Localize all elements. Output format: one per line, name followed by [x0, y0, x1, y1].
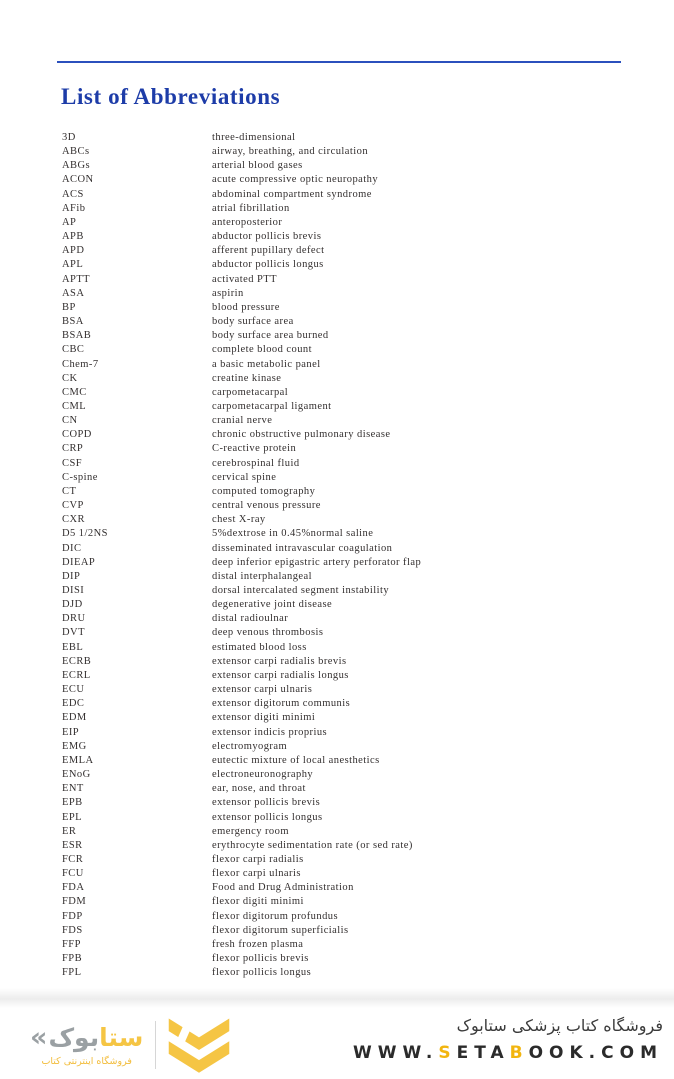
abbr-code: APB: [62, 231, 84, 243]
abbr-code: DIEAP: [62, 556, 96, 568]
abbr-code: CSF: [62, 457, 83, 469]
footer-right: [353, 1014, 663, 1066]
abbr-definition: extensor pollicis brevis: [212, 797, 321, 809]
abbr-definition: afferent pupillary defect: [212, 245, 325, 257]
abbr-code: ESR: [62, 839, 83, 851]
abbreviation-row: [62, 570, 622, 584]
abbr-definition: abdominal compartment syndrome: [212, 188, 372, 200]
abbreviation-row: [62, 811, 622, 825]
abbr-definition: extensor carpi radialis brevis: [212, 655, 347, 667]
abbreviation-row: [62, 428, 622, 442]
abbreviation-row: [62, 358, 622, 372]
abbreviation-row: [62, 315, 622, 329]
abbr-definition: dorsal intercalated segment instability: [212, 585, 390, 596]
abbreviation-row: [62, 782, 622, 796]
abbreviation-row: [62, 442, 622, 456]
abbreviation-row: [62, 343, 622, 357]
abbr-definition: central venous pressure: [212, 500, 321, 512]
abbr-code: CVP: [62, 500, 84, 512]
abbr-code: CML: [62, 400, 87, 412]
abbreviation-row: [62, 895, 622, 909]
abbreviation-row: [62, 527, 622, 541]
abbr-definition: creatine kinase: [212, 372, 282, 384]
abbreviation-row: [62, 230, 622, 244]
website-letter-group: S: [438, 1043, 457, 1063]
abbr-code: CXR: [62, 514, 85, 526]
abbreviation-row: [62, 273, 622, 287]
abbr-code: BSA: [62, 316, 84, 328]
abbreviation-row: [62, 329, 622, 343]
abbr-definition: extensor digitorum communis: [212, 698, 351, 710]
abbreviation-row: [62, 159, 622, 173]
abbreviation-row: [62, 513, 622, 527]
abbreviation-row: [62, 796, 622, 810]
abbr-code: CBC: [62, 344, 85, 356]
abbr-code: ABGs: [62, 160, 91, 172]
website-letter-group: B: [509, 1043, 529, 1063]
abbr-code: CRP: [62, 443, 84, 455]
abbreviation-list: [62, 131, 622, 980]
abbr-definition: electroneuronography: [212, 769, 314, 781]
abbr-code: ECRL: [62, 669, 91, 681]
abbr-code: EMG: [62, 740, 87, 752]
abbr-code: BP: [62, 301, 76, 313]
abbr-code: FDM: [62, 896, 87, 908]
abbr-definition: erythrocyte sedimentation rate (or sed rate): [212, 839, 413, 851]
abbreviation-row: [62, 952, 622, 966]
abbreviation-row: [62, 584, 622, 598]
abbr-definition: extensor digiti minimi: [212, 712, 316, 724]
abbreviation-row: [62, 287, 622, 301]
logo-wordmark: [30, 1021, 144, 1053]
abbr-definition: extensor pollicis longus: [212, 811, 323, 823]
abbreviation-row: [62, 938, 622, 952]
website-letter-group: OOK.COM: [528, 1043, 663, 1063]
abbr-definition: blood pressure: [212, 301, 280, 313]
abbr-code: APTT: [62, 273, 91, 285]
abbr-code: ECU: [62, 684, 85, 696]
abbr-code: CN: [62, 415, 78, 427]
abbr-definition: deep venous thrombosis: [212, 627, 324, 639]
abbreviation-row: [62, 711, 622, 725]
abbr-definition: chronic obstructive pulmonary disease: [212, 429, 391, 441]
abbr-definition: ear, nose, and throat: [212, 783, 306, 795]
abbreviation-row: [62, 726, 622, 740]
abbr-definition: complete blood count: [212, 344, 312, 356]
abbreviation-row: [62, 881, 622, 895]
abbreviation-row: [62, 626, 622, 640]
abbreviation-row: [62, 131, 622, 145]
abbr-code: DISI: [62, 585, 85, 596]
abbreviation-row: [62, 244, 622, 258]
abbr-definition: emergency room: [212, 825, 289, 837]
abbreviation-row: [62, 188, 622, 202]
abbreviation-row: [62, 542, 622, 556]
abbreviation-row: [62, 641, 622, 655]
abbr-definition: arterial blood gases: [212, 160, 303, 172]
abbr-definition: activated PTT: [212, 273, 278, 285]
abbreviation-row: [62, 740, 622, 754]
abbreviation-row: [62, 612, 622, 626]
abbr-definition: flexor carpi ulnaris: [212, 868, 301, 880]
abbr-definition: body surface area burned: [212, 330, 329, 342]
abbr-code: CMC: [62, 386, 87, 398]
abbr-code: ACON: [62, 174, 94, 186]
abbr-definition: degenerative joint disease: [212, 599, 333, 611]
abbr-code: CT: [62, 485, 77, 497]
double-chevron-down-icon: [166, 1016, 232, 1074]
abbr-code: FPB: [62, 953, 83, 965]
abbr-definition: fresh frozen plasma: [212, 938, 304, 950]
abbreviation-row: [62, 386, 622, 400]
abbr-definition: extensor carpi radialis longus: [212, 669, 349, 681]
abbr-definition: cerebrospinal fluid: [212, 457, 300, 469]
abbreviation-row: [62, 768, 622, 782]
abbreviation-row: [62, 910, 622, 924]
abbr-code: 3D: [62, 132, 76, 143]
abbreviation-row: [62, 683, 622, 697]
abbr-definition: distal radioulnar: [212, 613, 289, 625]
abbr-definition: abductor pollicis brevis: [212, 231, 322, 243]
abbr-definition: three-dimensional: [212, 132, 296, 143]
abbr-definition: anteroposterior: [212, 216, 283, 228]
website-letter-group: ETA: [456, 1043, 510, 1063]
abbr-definition: estimated blood loss: [212, 641, 307, 653]
abbreviation-row: [62, 669, 622, 683]
store-name-persian: فروشگاه کتاب پزشکی ستابوک: [456, 1016, 663, 1035]
abbr-code: APD: [62, 245, 85, 257]
abbreviation-row: [62, 414, 622, 428]
abbr-code: Chem-7: [62, 358, 99, 370]
guillemet-icon: «: [30, 1021, 48, 1053]
abbr-definition: body surface area: [212, 316, 294, 328]
abbr-code: C-spine: [62, 471, 98, 483]
abbr-code: EIP: [62, 726, 80, 738]
abbreviation-row: [62, 372, 622, 386]
abbreviation-row: [62, 966, 622, 980]
scan-page-bottom-shadow: [0, 988, 674, 1008]
abbr-definition: flexor digitorum superficialis: [212, 924, 349, 936]
abbr-code: FCR: [62, 853, 84, 865]
abbr-definition: a basic metabolic panel: [212, 358, 321, 370]
logo-divider: [155, 1021, 156, 1069]
abbreviation-row: [62, 216, 622, 230]
abbr-code: ER: [62, 825, 77, 837]
abbr-code: EBL: [62, 641, 84, 653]
abbr-code: CK: [62, 372, 78, 384]
abbreviation-row: [62, 173, 622, 187]
abbr-code: DIP: [62, 570, 81, 582]
abbr-code: APL: [62, 259, 84, 271]
abbr-definition: electromyogram: [212, 740, 288, 752]
abbr-definition: airway, breathing, and circulation: [212, 146, 369, 158]
abbr-code: EMLA: [62, 754, 94, 766]
abbreviation-row: [62, 258, 622, 272]
abbr-code: FFP: [62, 938, 81, 950]
abbr-definition: flexor carpi radialis: [212, 853, 304, 865]
abbr-definition: acute compressive optic neuropathy: [212, 174, 379, 186]
abbreviation-row: [62, 598, 622, 612]
abbr-code: BSAB: [62, 330, 92, 342]
abbreviation-row: [62, 825, 622, 839]
abbreviation-row: [62, 924, 622, 938]
abbr-definition: Food and Drug Administration: [212, 882, 354, 894]
setabook-logo: [30, 1016, 232, 1074]
abbreviation-row: [62, 457, 622, 471]
abbr-definition: cervical spine: [212, 471, 277, 483]
abbr-code: D5 1/2NS: [62, 528, 108, 540]
abbr-definition: extensor carpi ulnaris: [212, 684, 313, 696]
logo-wordmark-yellow: ستا: [99, 1022, 144, 1052]
abbr-definition: disseminated intravascular coagulation: [212, 542, 393, 554]
abbr-code: ENoG: [62, 769, 91, 781]
abbr-code: EPB: [62, 797, 83, 809]
abbr-definition: aspirin: [212, 287, 244, 299]
abbr-definition: carpometacarpal: [212, 386, 289, 398]
logo-wordmark-gray: بوک: [48, 1022, 100, 1052]
abbr-code: COPD: [62, 429, 92, 441]
abbreviation-row: [62, 655, 622, 669]
abbr-code: EPL: [62, 811, 83, 823]
abbr-code: DVT: [62, 627, 85, 639]
abbreviation-row: [62, 400, 622, 414]
abbr-definition: atrial fibrillation: [212, 202, 290, 214]
abbr-code: FCU: [62, 868, 84, 880]
abbreviation-row: [62, 145, 622, 159]
abbreviation-row: [62, 485, 622, 499]
abbreviation-row: [62, 853, 622, 867]
abbr-code: ECRB: [62, 655, 92, 667]
abbr-definition: flexor digitorum profundus: [212, 910, 339, 922]
abbr-definition: chest X-ray: [212, 514, 266, 526]
abbreviation-row: [62, 697, 622, 711]
abbr-code: ABCs: [62, 146, 90, 158]
abbr-definition: 5%dextrose in 0.45%normal saline: [212, 528, 374, 540]
page-title: List of Abbreviations: [61, 84, 281, 109]
header-rule: [57, 61, 621, 63]
abbreviation-row: [62, 499, 622, 513]
abbreviation-row: [62, 301, 622, 315]
abbreviation-row: [62, 754, 622, 768]
abbr-code: FDP: [62, 910, 83, 922]
abbreviation-row: [62, 839, 622, 853]
website-url: [353, 1040, 663, 1066]
abbr-definition: abductor pollicis longus: [212, 259, 324, 271]
abbr-code: AP: [62, 216, 77, 228]
abbr-definition: carpometacarpal ligament: [212, 400, 332, 412]
footer: [0, 1008, 674, 1079]
abbr-code: ASA: [62, 287, 85, 299]
abbr-code: EDM: [62, 712, 87, 724]
abbr-definition: C-reactive protein: [212, 443, 297, 455]
abbr-code: DJD: [62, 599, 83, 611]
abbr-code: ENT: [62, 783, 84, 795]
logo-tagline: فروشگاه اینترنتی کتاب: [41, 1055, 132, 1067]
website-letter-group: WWW.: [353, 1043, 439, 1063]
abbreviation-row: [62, 867, 622, 881]
abbreviation-row: [62, 556, 622, 570]
abbr-definition: distal interphalangeal: [212, 570, 312, 582]
abbr-definition: flexor pollicis longus: [212, 967, 312, 979]
abbr-definition: cranial nerve: [212, 415, 273, 427]
abbr-code: EDC: [62, 698, 85, 710]
abbr-definition: extensor indicis proprius: [212, 726, 328, 738]
abbr-code: FPL: [62, 967, 82, 979]
abbreviation-row: [62, 202, 622, 216]
abbr-definition: flexor pollicis brevis: [212, 953, 309, 965]
abbr-code: AFib: [62, 202, 86, 214]
abbr-code: DIC: [62, 542, 82, 554]
abbr-definition: computed tomography: [212, 485, 316, 497]
abbr-definition: deep inferior epigastric artery perforator flap: [212, 556, 422, 568]
abbr-definition: eutectic mixture of local anesthetics: [212, 754, 380, 766]
abbr-definition: flexor digiti minimi: [212, 896, 304, 908]
abbr-code: DRU: [62, 613, 86, 625]
abbr-code: FDA: [62, 882, 85, 894]
logo-wordmark-block: [30, 1021, 144, 1067]
abbr-code: FDS: [62, 924, 83, 936]
abbr-code: ACS: [62, 188, 84, 200]
abbreviation-row: [62, 471, 622, 485]
